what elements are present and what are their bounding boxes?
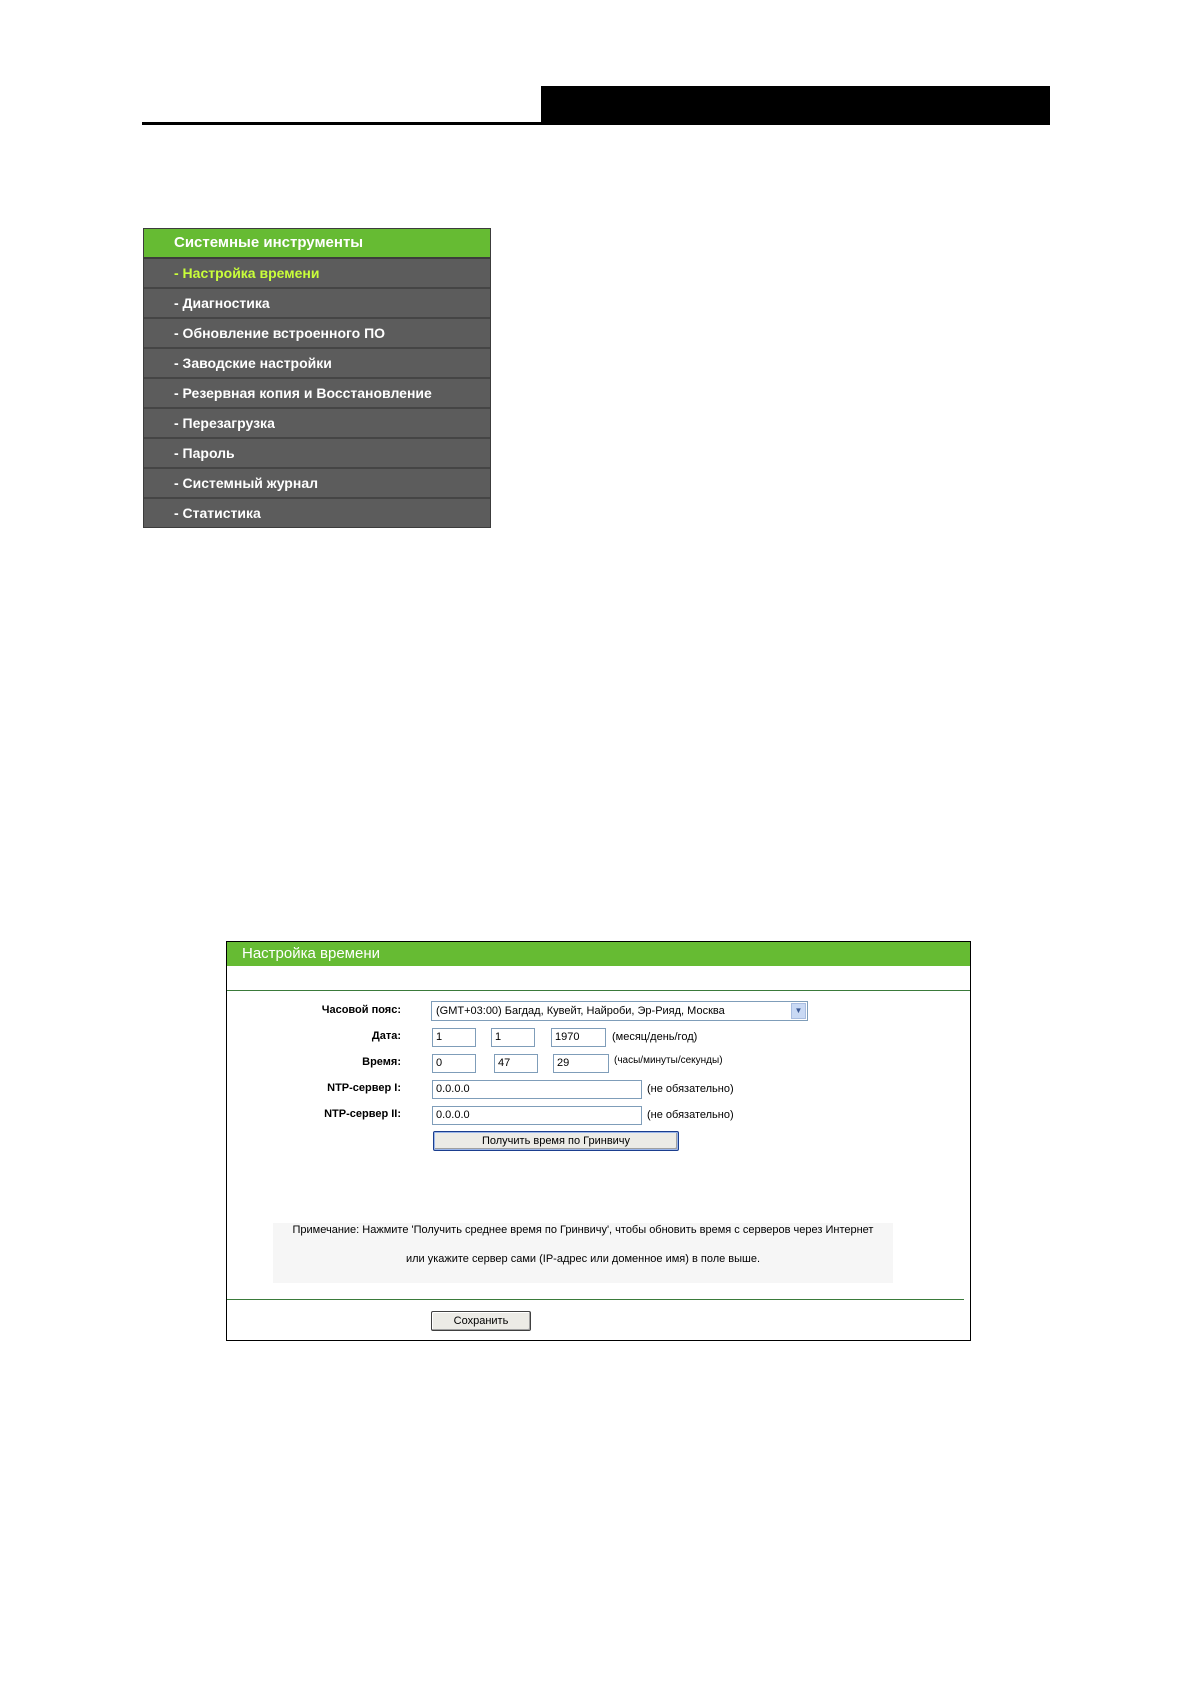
chevron-down-icon[interactable]: ▼ <box>791 1003 806 1019</box>
menu-item-time-settings[interactable]: - Настройка времени <box>144 259 490 289</box>
menu-title[interactable]: Системные инструменты <box>144 229 490 259</box>
save-button[interactable]: Сохранить <box>431 1311 531 1331</box>
note-line-2: или укажите сервер сами (IP-адрес или доменное имя) в поле выше. <box>405 1253 761 1265</box>
menu-item-backup-restore[interactable]: - Резервная копия и Восстановление <box>144 379 490 409</box>
ntp2-label: NTP-сервер II: <box>324 1108 401 1120</box>
time-label: Время: <box>362 1056 401 1068</box>
timezone-label: Часовой пояс: <box>321 1004 401 1016</box>
date-day-input[interactable]: 1 <box>491 1028 535 1047</box>
timezone-value: (GMT+03:00) Багдад, Кувейт, Найроби, Эр-Рияд, Москва <box>436 1005 725 1017</box>
ntp1-optional-hint: (не обязательно) <box>647 1083 734 1095</box>
panel-title: Настройка времени <box>227 942 970 966</box>
time-hours-input[interactable]: 0 <box>432 1054 476 1073</box>
ntp2-optional-hint: (не обязательно) <box>647 1109 734 1121</box>
time-settings-panel <box>226 941 971 1341</box>
date-format-hint: (месяц/день/год) <box>612 1031 698 1043</box>
note-line-1: Примечание: Нажмите 'Получить среднее время по Гринвичу', чтобы обновить время с серверов через Интернет <box>292 1224 874 1236</box>
timezone-select[interactable] <box>431 1001 808 1021</box>
header-rule <box>142 122 1050 125</box>
menu-item-system-log[interactable]: - Системный журнал <box>144 469 490 499</box>
ntp1-input[interactable]: 0.0.0.0 <box>432 1080 642 1099</box>
menu-item-password[interactable]: - Пароль <box>144 439 490 469</box>
ntp2-input[interactable]: 0.0.0.0 <box>432 1106 642 1125</box>
menu-item-reboot[interactable]: - Перезагрузка <box>144 409 490 439</box>
menu-item-diagnostics[interactable]: - Диагностика <box>144 289 490 319</box>
date-label: Дата: <box>371 1030 401 1042</box>
menu-item-factory-defaults[interactable]: - Заводские настройки <box>144 349 490 379</box>
ntp1-label: NTP-сервер I: <box>327 1082 401 1094</box>
time-seconds-input[interactable]: 29 <box>553 1054 609 1073</box>
time-format-hint: (часы/минуты/секунды) <box>614 1055 723 1066</box>
system-tools-menu <box>143 228 491 528</box>
menu-item-statistics[interactable]: - Статистика <box>144 499 490 527</box>
time-minutes-input[interactable]: 47 <box>494 1054 538 1073</box>
date-month-input[interactable]: 1 <box>432 1028 476 1047</box>
header-bar <box>541 86 1050 125</box>
divider <box>227 990 970 991</box>
date-year-input[interactable]: 1970 <box>551 1028 606 1047</box>
divider <box>227 1299 964 1300</box>
get-gmt-button[interactable]: Получить время по Гринвичу <box>433 1131 679 1151</box>
menu-item-firmware-upgrade[interactable]: - Обновление встроенного ПО <box>144 319 490 349</box>
